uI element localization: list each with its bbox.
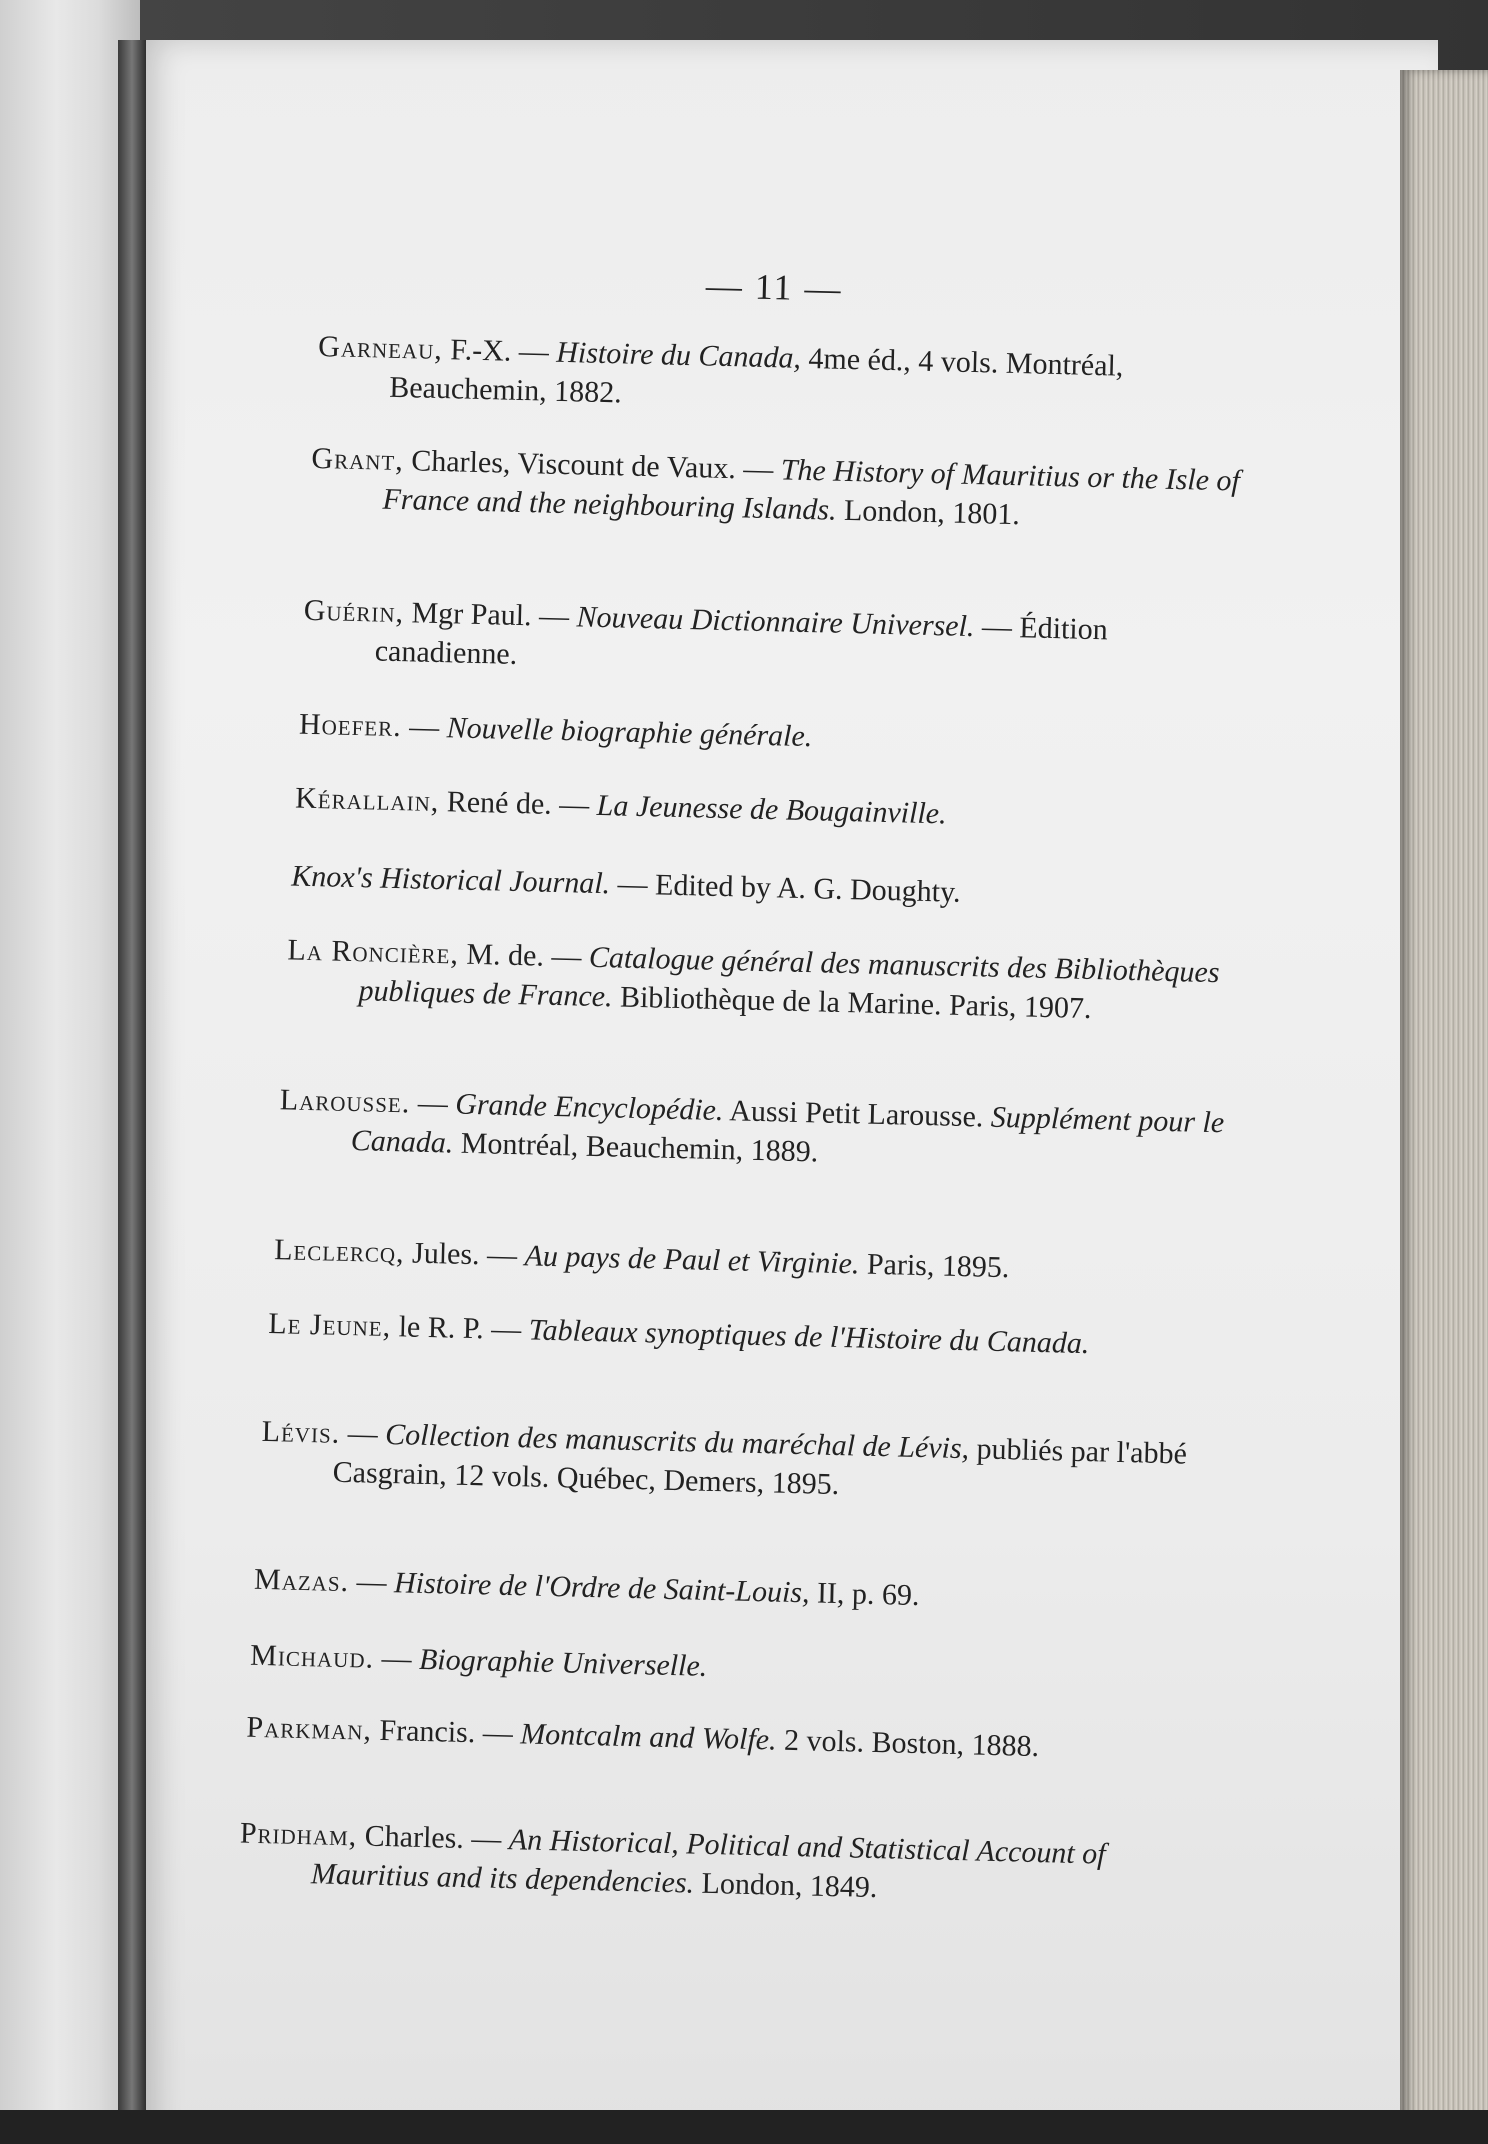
bibliography-entry (239, 1814, 1193, 1915)
entry-title: Nouvelle biographie générale. (446, 711, 813, 754)
entry-author: Le Jeune, (267, 1307, 392, 1344)
entry-text: 4me éd., 4 vols. Montréal, Beauchemin, 1882. (388, 341, 1124, 410)
entry-title: Biographie Universelle. (418, 1642, 708, 1683)
entry-title: Histoire de l'Ordre de Saint-Louis, (393, 1566, 810, 1610)
entry-title: Au pays de Paul et Virginie. (524, 1239, 860, 1281)
entry-title: Grande Encyclopédie. (454, 1087, 724, 1128)
entry-author: Kérallain, (294, 781, 440, 819)
entry-text: Francis. — (371, 1713, 521, 1751)
entry-title: Collection des manuscrits du maréchal de Lévis, (384, 1417, 970, 1466)
bibliography-entry (299, 705, 1252, 767)
entry-author: Guérin, (303, 593, 405, 630)
entry-text: — (339, 1416, 386, 1451)
bibliography-entry (291, 856, 1244, 918)
entry-text: London, 1801. (836, 493, 1021, 532)
entry-text: — (348, 1565, 395, 1600)
entry-author: Pridham, (239, 1816, 358, 1853)
entry-text: F.-X. — (442, 333, 557, 369)
entry-text: London, 1849. (693, 1866, 878, 1905)
entry-text: publiés par l'abbé Casgrain, 12 vols. Québec, Demers, 1895. (332, 1432, 1188, 1502)
entry-text: Mgr Paul. — (403, 596, 577, 634)
bibliography-entry (310, 439, 1264, 540)
entry-text: Aussi Petit Larousse. (723, 1094, 992, 1134)
entry-title: La Jeunesse de Bougainville. (596, 788, 947, 831)
bibliography-entry (260, 1412, 1214, 1513)
entry-text: le R. P. — (390, 1310, 530, 1347)
entry-title: Knox's Historical Journal. (290, 859, 611, 901)
entry-title: Supplément pour le Canada. (350, 1100, 1225, 1160)
entry-text: — (401, 710, 448, 745)
entry-author: Leclercq, (273, 1233, 406, 1270)
page-number: — 11 — (705, 265, 844, 309)
entry-author: La Roncière, (287, 933, 460, 971)
entry-text: Bibliothèque de la Marine. Paris, 1907. (612, 980, 1092, 1026)
entry-text: Charles. — (356, 1819, 510, 1857)
entry-text: Montréal, Beauchemin, 1889. (452, 1126, 819, 1169)
entry-author: Larousse. (279, 1083, 411, 1120)
entry-title: Nouveau Dictionnaire Universel. (576, 600, 975, 644)
entry-author: Lévis. (261, 1414, 341, 1450)
entry-author: Grant, (311, 441, 405, 478)
entry-text: René de. — (438, 785, 598, 822)
bibliography-entry (246, 1708, 1199, 1770)
entry-text: II, p. 69. (809, 1576, 920, 1613)
entry-author: Michaud. (249, 1638, 375, 1675)
entry-title: Tableaux synoptiques de l'Histoire du Canada. (528, 1313, 1090, 1361)
entry-title: Montcalm and Wolfe. (519, 1717, 778, 1757)
entry-author: Hoefer. (298, 707, 403, 744)
entry-text: Paris, 1895. (859, 1247, 1010, 1285)
bibliography-entry (295, 779, 1248, 841)
entry-title: An Historical, Political and Statistical Account of Mauritius and its dependencies. (310, 1823, 1106, 1900)
bibliography-entry (254, 1560, 1207, 1622)
bibliography-entry (286, 930, 1240, 1031)
entry-text: Charles, Viscount de Vaux. — (403, 444, 782, 487)
entry-author: Garneau, (317, 329, 444, 367)
entry-author: Parkman, (246, 1710, 373, 1747)
entry-text: — Edited by A. G. Doughty. (609, 867, 962, 909)
bibliography-entry (268, 1304, 1221, 1366)
bibliography-entry (250, 1636, 1203, 1698)
entry-text: — Édition canadienne. (374, 610, 1109, 671)
entry-title: Catalogue général des manuscrits des Bibliothèques publiques de France. (358, 940, 1220, 1014)
entry-author: Mazas. (253, 1562, 350, 1599)
bibliography-entry (274, 1230, 1227, 1292)
entry-title: The History of Mauritius or the Isle of France and the neighbouring Islands. (382, 453, 1241, 527)
bibliography-entry (317, 327, 1271, 428)
entry-text: M. de. — (458, 937, 590, 974)
entry-title: Histoire du Canada, (555, 335, 802, 375)
entry-text: — (373, 1641, 420, 1676)
bibliography-entry (278, 1080, 1232, 1181)
entry-text: 2 vols. Boston, 1888. (776, 1723, 1040, 1764)
entry-text: — (409, 1086, 456, 1121)
bibliography-entry (302, 591, 1256, 692)
entry-text: Jules. — (404, 1236, 526, 1273)
